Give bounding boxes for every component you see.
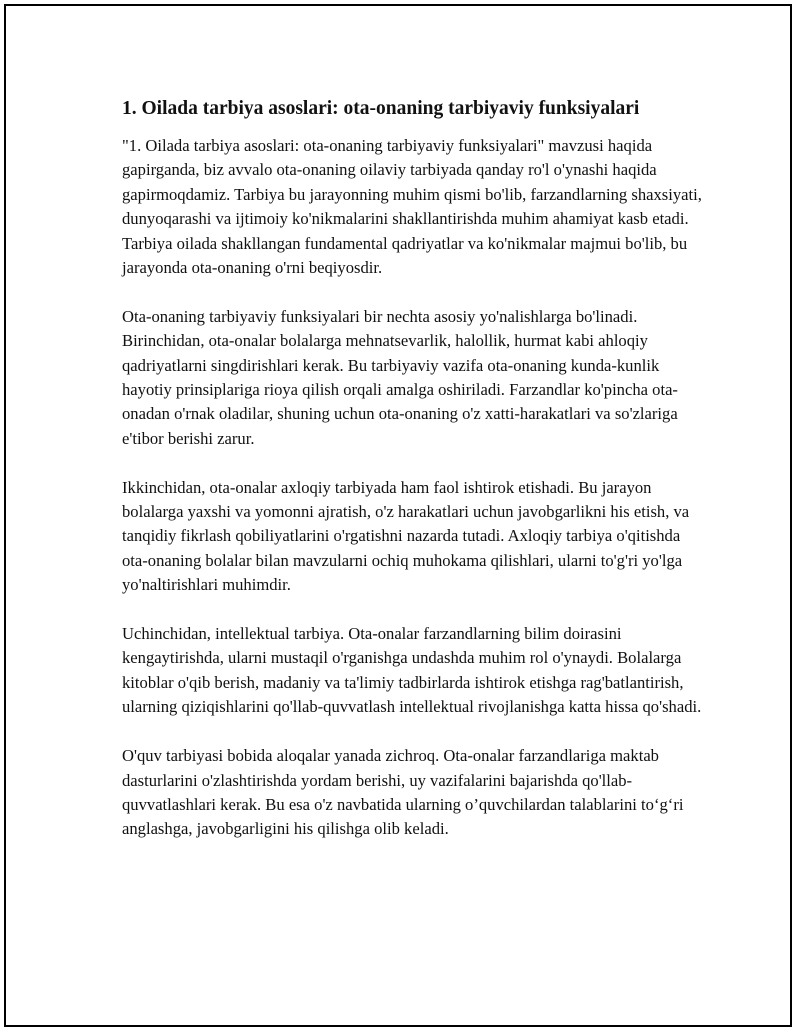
document-title: 1. Oilada tarbiya asoslari: ota-onaning tarbiyaviy funksiyalari <box>122 98 640 119</box>
paragraph-moral-education: Ikkinchidan, ota-onalar axloqiy tarbiyada ham faol ishtirok etishadi. Bu jarayon bolalarga yaxshi va yomonni ajratish, o'z harakatlari uchun javobgarlikni his etish, va tanqidiy fikrlash qobiliyatlarini o'rgatishni nazarda tutadi. Axloqiy tarbiya o'qitishda ota-onaning bolalar bilan mavzularni ochiq muhokama qilishlari, ularni to'g'ri yo'lga yo'naltirishlari muhimdir. <box>122 477 690 595</box>
paragraph-functions: Ota-onaning tarbiyaviy funksiyalari bir nechta asosiy yo'nalishlarga bo'linadi. Birinchidan, ota-onalar bolalarga mehnatsevarlik, halollik, hurmat kabi ahloqiy qadriyatlarni singdirishlari kerak. Bu tarbiyaviy vazifa ota-onaning kunda-kunlik hayotiy prinsiplariga rioya qilish orqali amalga oshiriladi. Farzandlar ko'pincha ota-onadan o'rnak oladilar, shuning uchun ota-onaning o'z xatti-harakatlari va so'zlariga e'tibor berishi zarur. <box>122 306 678 448</box>
paragraph-intro: "1. Oilada tarbiya asoslari: ota-onaning tarbiyaviy funksiyalari" mavzusi haqida gapirganda, biz avvalo ota-onaning oilaviy tarbiyada qanday ro'l o'ynashi haqida gapirmoqdamiz. Tarbiya bu jarayonning muhim qismi bo'lib, farzandlarning shaxsiyati, dunyoqarashi va ijtimoiy ko'nikmalarini shakllantirishda muhim ahamiyat kasb etadi. Tarbiya oilada shakllangan fundamental qadriyatlar va ko'nikmalar majmui bo'lib, bu jarayonda ota-onaning o'rni beqiyosdir. <box>122 136 702 278</box>
paragraph-study-education: O'quv tarbiyasi bobida aloqalar yanada zichroq. Ota-onalar farzandlariga maktab dasturlarini o'zlashtirishda yordam berishi, uy vazifalarini bajarishda qo'llab-quvvatlashlari kerak. Bu esa o'z navbatida ularning o’quvchilardan talablarini to‘g‘ri anglashga, javobgarligini his qilishga olib keladi. <box>122 746 684 839</box>
paragraph-intellectual-education: Uchinchidan, intellektual tarbiya. Ota-onalar farzandlarning bilim doirasini kengaytirishda, ularni mustaqil o'rganishga undashda muhim rol o'ynaydi. Bolalarga kitoblar o'qib berish, madaniy va ta'limiy tadbirlarda ishtirok etishga rag'batlantirish, ularning qiziqishlarini qo'llab-quvvatlash intellektual rivojlanishga katta hissa qo'shadi. <box>122 624 702 717</box>
document-body <box>122 98 702 866</box>
document-page <box>4 4 792 1027</box>
